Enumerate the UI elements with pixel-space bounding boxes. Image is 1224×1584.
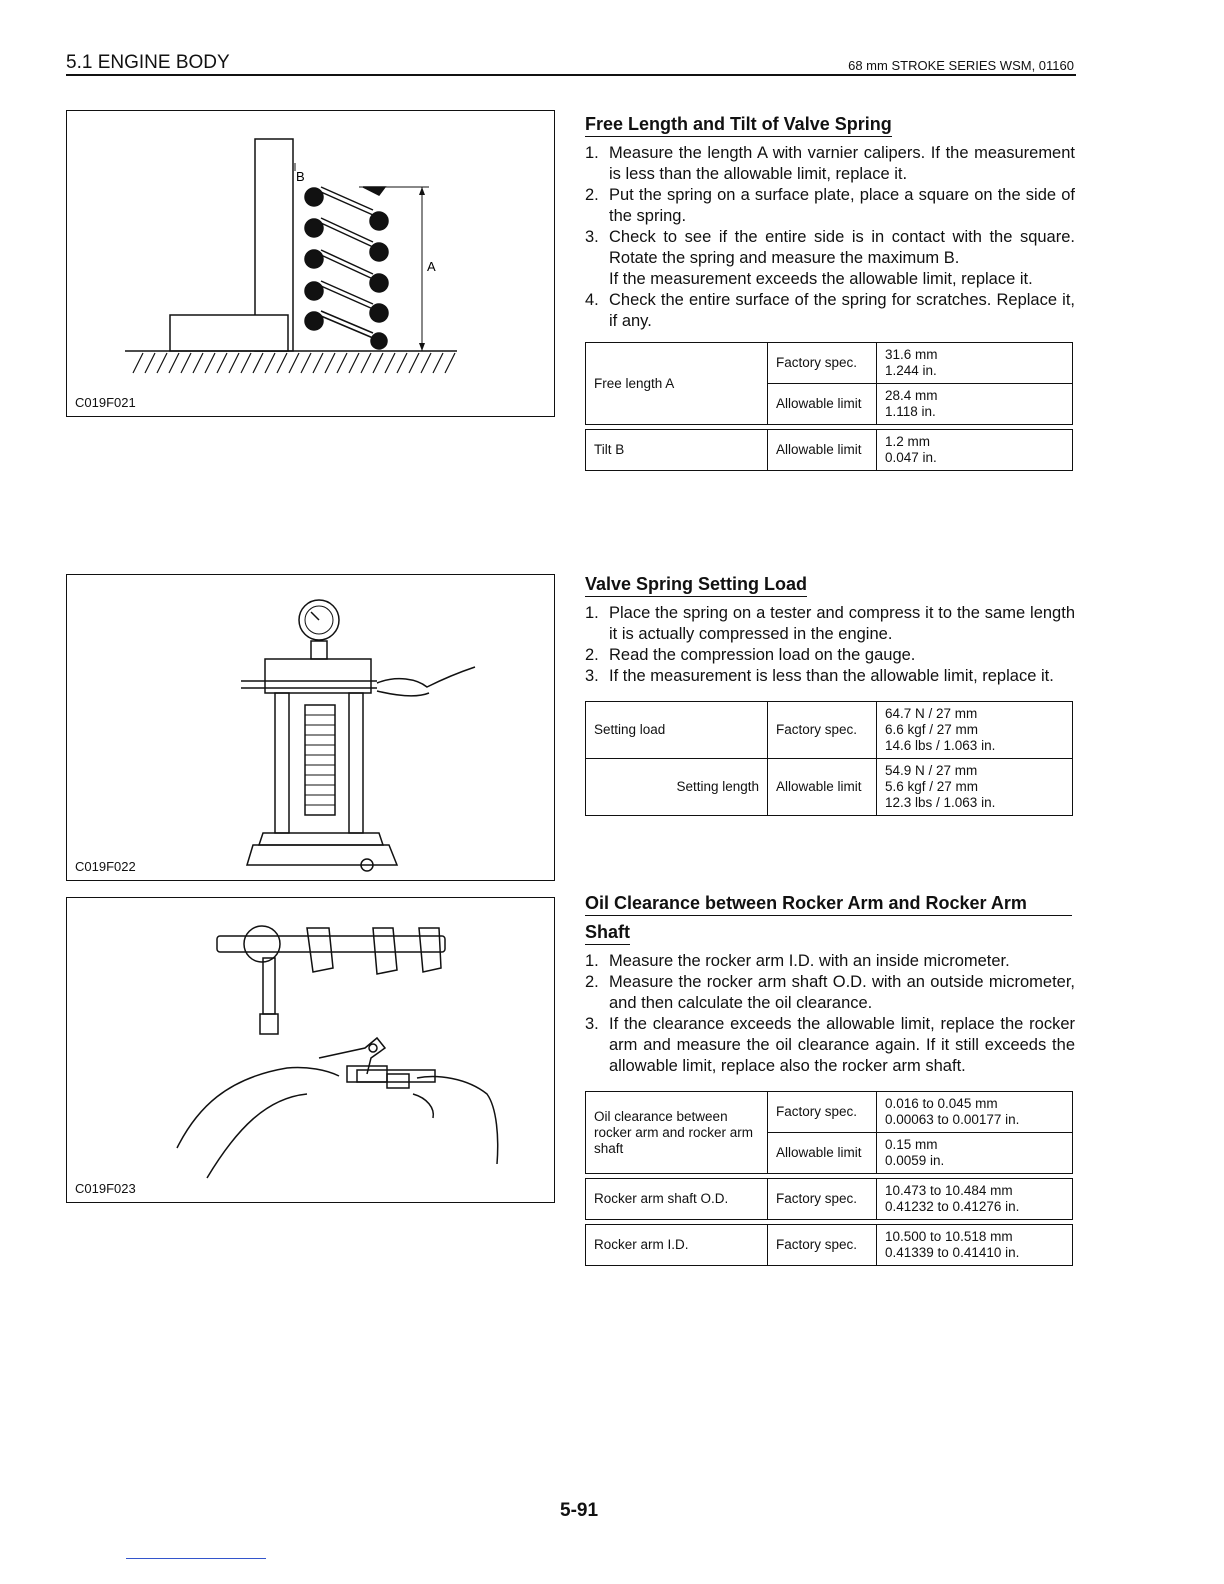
step-item: 3. If the measurement is less than the allowable limit, replace it. — [585, 667, 1054, 685]
value-cell: 10.500 to 10.518 mm 0.41339 to 0.41410 in. — [877, 1225, 1073, 1266]
spec-cell: Factory spec. — [768, 1225, 877, 1266]
table-row — [586, 1225, 1073, 1266]
figure-code: C019F023 — [75, 1181, 136, 1196]
figure-spring-tester — [66, 574, 555, 881]
spec-table — [585, 342, 1073, 471]
section-heading: Free Length and Tilt of Valve Spring — [585, 114, 892, 137]
spec-cell: Factory spec. — [768, 702, 877, 759]
rocker-arm-illustration — [67, 898, 554, 1202]
step-item: 1. Measure the length A with varnier calipers. If the measurement is less than the allowable limit, replace it. — [585, 144, 1075, 183]
item-cell: Tilt B — [586, 430, 768, 471]
item-cell: Setting load — [586, 702, 768, 759]
spec-table — [585, 701, 1073, 816]
section-heading: Valve Spring Setting Load — [585, 574, 807, 597]
section-setting-load — [585, 574, 1075, 816]
table-row — [586, 702, 1073, 759]
step-item: 1. Measure the rocker arm I.D. with an inside micrometer. — [585, 952, 1010, 970]
step-item: 3. Check to see if the entire side is in contact with the square. Rotate the spring and measure the maximum B. If the measurement exceeds the allowable limit, replace it. — [585, 228, 1075, 288]
label-a: A — [427, 259, 436, 274]
step-item: 4. Check the entire surface of the spring for scratches. Replace it, if any. — [585, 291, 1075, 330]
spring-tester-illustration — [67, 575, 554, 880]
steps-list — [585, 603, 1075, 687]
value-cell: 31.6 mm 1.244 in. — [877, 343, 1073, 384]
step-item: 2. Put the spring on a surface plate, place a square on the side of the spring. — [585, 186, 1075, 225]
spec-cell: Factory spec. — [768, 1179, 877, 1220]
item-cell: Oil clearance between rocker arm and rocker arm shaft — [586, 1092, 768, 1174]
spec-cell: Allowable limit — [768, 384, 877, 425]
item-cell: Free length A — [586, 343, 768, 425]
header-rule — [66, 74, 1076, 76]
value-cell: 64.7 N / 27 mm 6.6 kgf / 27 mm 14.6 lbs / 1.063 in. — [877, 702, 1073, 759]
value-cell: 10.473 to 10.484 mm 0.41232 to 0.41276 in. — [877, 1179, 1073, 1220]
spec-cell: Factory spec. — [768, 1092, 877, 1133]
value-cell: 1.2 mm 0.047 in. — [877, 430, 1073, 471]
spec-cell: Allowable limit — [768, 1133, 877, 1174]
section-oil-clearance — [585, 893, 1075, 1266]
figure-code: C019F021 — [75, 395, 136, 410]
valve-spring-illustration — [67, 111, 554, 416]
figure-code: C019F022 — [75, 859, 136, 874]
table-row — [586, 430, 1073, 471]
table-row — [586, 759, 1073, 816]
figure-rocker-arm-measure — [66, 897, 555, 1203]
section-valve-spring-tilt — [585, 114, 1075, 471]
figure-valve-spring-tilt — [66, 110, 555, 417]
spec-cell: Allowable limit — [768, 430, 877, 471]
item-cell: Rocker arm I.D. — [586, 1225, 768, 1266]
steps-list — [585, 951, 1075, 1077]
table-row — [586, 1179, 1073, 1220]
item-cell: Rocker arm shaft O.D. — [586, 1179, 768, 1220]
item-cell: Setting length — [586, 759, 768, 816]
section-heading: Oil Clearance between Rocker Arm and Rocker Arm — [585, 893, 1072, 916]
step-item: 1. Place the spring on a tester and compress it to the same length it is actually compressed in the engine. — [585, 604, 1075, 643]
page-number: 5-91 — [560, 1500, 599, 1521]
steps-list — [585, 143, 1075, 332]
step-item: 3. If the clearance exceeds the allowable limit, replace the rocker arm and measure the oil clearance again. If it still exceeds the allowable limit, replace also the rocker arm shaft. — [585, 1015, 1075, 1075]
value-cell: 54.9 N / 27 mm 5.6 kgf / 27 mm 12.3 lbs / 1.063 in. — [877, 759, 1073, 816]
step-item: 2. Read the compression load on the gauge. — [585, 646, 916, 664]
spec-cell: Allowable limit — [768, 759, 877, 816]
table-row — [586, 343, 1073, 384]
value-cell: 0.15 mm 0.0059 in. — [877, 1133, 1073, 1174]
spec-cell: Factory spec. — [768, 343, 877, 384]
step-item: 2. Measure the rocker arm shaft O.D. with an outside micrometer, and then calculate the oil clearance. — [585, 973, 1075, 1012]
spec-table — [585, 1091, 1073, 1266]
value-cell: 0.016 to 0.045 mm 0.00063 to 0.00177 in. — [877, 1092, 1073, 1133]
table-row — [586, 1092, 1073, 1133]
footer-rule — [126, 1558, 266, 1559]
series-code: 68 mm STROKE SERIES WSM, 01160 — [848, 58, 1074, 73]
section-title: 5.1 ENGINE BODY — [66, 52, 230, 73]
value-cell: 28.4 mm 1.118 in. — [877, 384, 1073, 425]
section-heading-line2: Shaft — [585, 922, 630, 945]
label-b: B — [296, 169, 305, 184]
